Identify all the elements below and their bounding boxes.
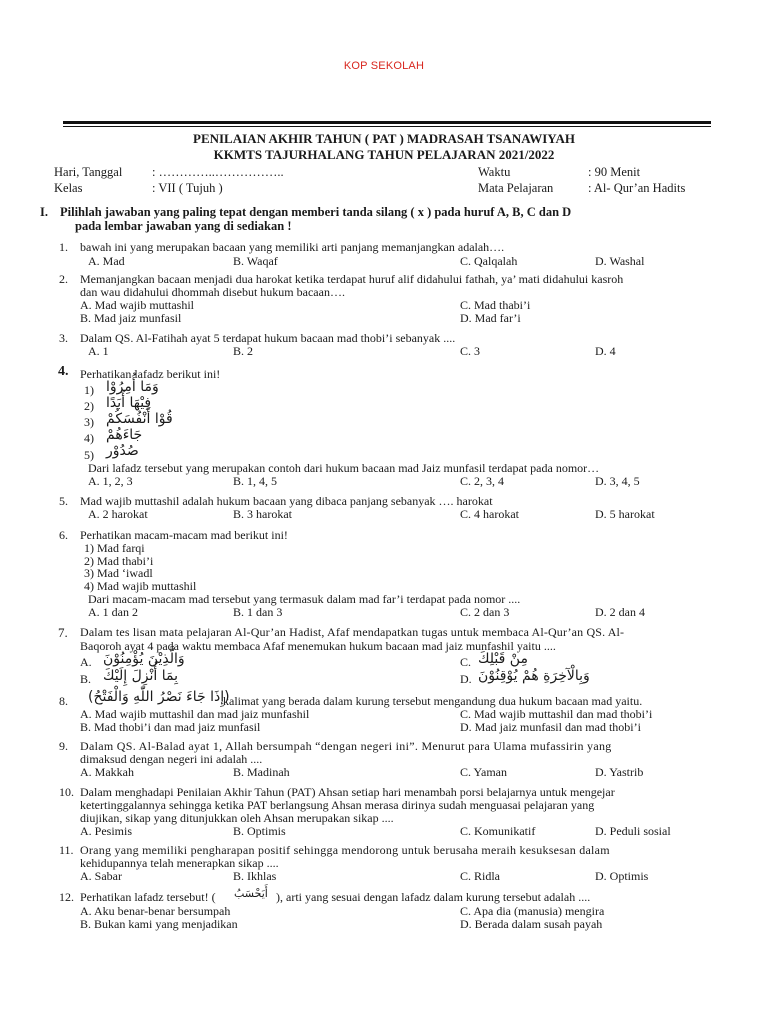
q9-number: 9. xyxy=(59,739,68,753)
q4-item1-arabic: وَمَا أُمِرُوْا xyxy=(106,379,159,395)
info-hari-value: : …………..…………….. xyxy=(152,165,284,179)
q10-option-d: D. Peduli sosial xyxy=(595,824,671,838)
q2-option-c: C. Mad thabi’i xyxy=(460,298,531,312)
q1-option-c: C. Qalqalah xyxy=(460,254,518,268)
exam-subtitle: KKMTS TAJURHALANG TAHUN PELAJARAN 2021/2022 xyxy=(213,147,555,162)
q6-item1: 1) Mad farqi xyxy=(84,541,145,555)
q7-option-a-arabic: وَالَّذِيْنَ يُؤْمِنُوْنَ xyxy=(103,651,185,667)
q7-option-c-label: C. xyxy=(460,655,472,669)
q8-option-b: B. Mad thobi’i dan mad jaiz munfasil xyxy=(80,720,261,734)
q10-text-line1: Dalam menghadapi Penilaian Akhir Tahun (PAT) Ahsan setiap hari menambah porsi belajarnya untuk mengejar xyxy=(80,785,615,799)
q10-text-line2: ketertinggalannya sehingga ketika PAT berlangsung Ahsan merasa dirinya sudah menguasai pelajaran yang xyxy=(80,798,595,812)
q9-text-line1: Dalam QS. Al-Balad ayat 1, Allah bersumpah “dengan negeri ini”. Menurut para Ulama mufassirin yang xyxy=(80,739,612,753)
q9-option-c: C. Yaman xyxy=(460,765,508,779)
q7-text-line1: Dalam tes lisan mata pelajaran Al-Qur’an Hadist, Afaf mendapatkan tugas untuk membaca Al-Qur’an QS. Al- xyxy=(80,625,625,639)
q11-number: 11. xyxy=(59,843,74,857)
q12-option-c: C. Apa dia (manusia) mengira xyxy=(460,904,605,918)
q5-option-d: D. 5 harokat xyxy=(595,507,655,521)
q5-number: 5. xyxy=(59,494,68,508)
q11-option-d: D. Optimis xyxy=(595,869,649,883)
q7-option-a-label: A. xyxy=(80,655,92,669)
q8-text: kalimat yang berada dalam kurung tersebut mengandung dua hukum bacaan mad yaitu. xyxy=(223,694,643,708)
info-hari-label: Hari, Tanggal xyxy=(54,165,123,179)
q9-option-a: A. Makkah xyxy=(80,765,134,779)
q11-text-line1: Orang yang memiliki pengharapan positif sehingga mendorong untuk berusaha meraih kesuksesan dalam xyxy=(80,843,610,857)
info-mapel-value: : Al- Qur’an Hadits xyxy=(588,181,686,195)
q7-option-b-arabic: بِمَا أُنْزِلَ إِلَيْكَ xyxy=(103,668,179,684)
q4-item4-arabic: جَاءَهُمْ xyxy=(106,427,143,443)
q7-text-line2: Baqoroh ayat 4 pada waktu membaca Afaf menemukan hukum bacaan mad jaiz munfashil yaitu .... xyxy=(80,639,556,653)
q7-option-b-label: B. xyxy=(80,672,92,686)
q4-item3-arabic: قُوْا أَنْفُسَكُمْ xyxy=(106,411,173,427)
q11-option-c: C. Ridla xyxy=(460,869,501,883)
q3-option-b: B. 2 xyxy=(233,344,254,358)
q12-text-prefix: Perhatikan lafadz tersebut! ( xyxy=(80,890,216,904)
q6-item4: 4) Mad wajib muttashil xyxy=(84,579,197,593)
q7-option-c-arabic: مِنْ قَبْلِكَ xyxy=(478,651,528,667)
q7-option-d-arabic: وَبِالْآخِرَةِ هُمْ يُوْقِنُوْنَ xyxy=(478,668,590,684)
q1-option-d: D. Washal xyxy=(595,254,645,268)
info-kelas-label: Kelas xyxy=(54,181,83,195)
kop-sekolah: KOP SEKOLAH xyxy=(343,60,425,72)
q4-number: 4. xyxy=(58,364,69,379)
q1-number: 1. xyxy=(59,240,68,254)
header-rule-thick xyxy=(63,121,711,124)
q4-option-b: B. 1, 4, 5 xyxy=(233,474,278,488)
q12-text-suffix: ), arti yang sesuai dengan lafadz dalam kurung tersebut adalah .... xyxy=(276,890,591,904)
q6-option-a: A. 1 dan 2 xyxy=(88,605,138,619)
q5-text: Mad wajib muttashil adalah hukum bacaan yang dibaca panjang sebanyak …. harokat xyxy=(80,494,493,508)
q2-text-line2: dan wau didahului dhommah disebut hukum bacaan…. xyxy=(80,285,345,299)
q4-item3-number: 3) xyxy=(84,415,94,429)
q7-option-d-label: D. xyxy=(460,672,472,686)
q11-text-line2: kehidupannya telah menerapkan sikap .... xyxy=(80,856,279,870)
q6-item2: 2) Mad thabi’i xyxy=(84,554,154,568)
q8-number: 8. xyxy=(59,694,68,708)
q3-number: 3. xyxy=(59,331,68,345)
q4-option-c: C. 2, 3, 4 xyxy=(460,474,505,488)
q9-option-b: B. Madinah xyxy=(233,765,290,779)
q9-text-line2: dimaksud dengan negeri ini adalah .... xyxy=(80,752,263,766)
q3-option-a: A. 1 xyxy=(88,344,109,358)
q3-option-c: C. 3 xyxy=(460,344,481,358)
q12-option-d: D. Berada dalam susah payah xyxy=(460,917,603,931)
info-waktu-value: : 90 Menit xyxy=(588,165,641,179)
q11-option-b: B. Ikhlas xyxy=(233,869,277,883)
q5-option-b: B. 3 harokat xyxy=(233,507,292,521)
q3-option-d: D. 4 xyxy=(595,344,616,358)
q8-arabic: (إِذَا جَاءَ نَصْرُ اللّٰهِ وَالْفَتْحُ) xyxy=(88,689,230,705)
q6-number: 6. xyxy=(59,528,68,542)
q9-option-d: D. Yastrib xyxy=(595,765,644,779)
q10-text-line3: diujikan, sikap yang ditunjukkan oleh Ahsan merupakan sikap .... xyxy=(80,811,394,825)
q4-item5-arabic: صُدُوْر xyxy=(106,443,139,459)
q4-item5-number: 5) xyxy=(84,448,94,462)
q4-item1-number: 1) xyxy=(84,383,94,397)
q6-stem: Dari macam-macam mad tersebut yang termasuk dalam mad far’i terdapat pada nomor .... xyxy=(88,592,521,606)
q12-arabic: أَيَحْسَبُ xyxy=(234,887,268,900)
q5-option-a: A. 2 harokat xyxy=(88,507,148,521)
q12-number: 12. xyxy=(59,890,74,904)
q6-option-b: B. 1 dan 3 xyxy=(233,605,283,619)
section-instruction-line2: pada lembar jawaban yang di sediakan ! xyxy=(75,219,292,233)
q12-option-b: B. Bukan kami yang menjadikan xyxy=(80,917,238,931)
q6-text: Perhatikan macam-macam mad berikut ini! xyxy=(80,528,288,542)
q4-item2-arabic: فِيْهَا أَبَدًا xyxy=(106,395,152,411)
q12-option-a: A. Aku benar-benar bersumpah xyxy=(80,904,231,918)
q5-option-c: C. 4 harokat xyxy=(460,507,519,521)
q2-text-line1: Memanjangkan bacaan menjadi dua harokat ketika terdapat huruf alif didahului fathah, ya’ mati didahului kasroh xyxy=(80,272,624,286)
header-rule-thin xyxy=(63,126,711,127)
q4-text: Perhatikan lafadz berikut ini! xyxy=(80,367,221,381)
q6-option-c: C. 2 dan 3 xyxy=(460,605,510,619)
q10-option-a: A. Pesimis xyxy=(80,824,133,838)
info-kelas-value: : VII ( Tujuh ) xyxy=(152,181,223,195)
q7-number: 7. xyxy=(58,625,68,640)
q6-option-d: D. 2 dan 4 xyxy=(595,605,645,619)
info-mapel-label: Mata Pelajaran xyxy=(478,181,554,195)
q4-option-a: A. 1, 2, 3 xyxy=(88,474,133,488)
q4-stem: Dari lafadz tersebut yang merupakan contoh dari hukum bacaan mad Jaiz munfasil terdapat pada nomor… xyxy=(88,461,600,475)
q10-number: 10. xyxy=(59,785,74,799)
q4-item2-number: 2) xyxy=(84,399,94,413)
q6-item3: 3) Mad ‘iwadl xyxy=(84,566,153,580)
q8-option-d: D. Mad jaiz munfasil dan mad thobi’i xyxy=(460,720,641,734)
q4-item4-number: 4) xyxy=(84,431,94,445)
q1-text: bawah ini yang merupakan bacaan yang memiliki arti panjang memanjangkan adalah…. xyxy=(80,240,505,254)
q4-option-d: D. 3, 4, 5 xyxy=(595,474,640,488)
exam-title: PENILAIAN AKHIR TAHUN ( PAT ) MADRASAH TSANAWIYAH xyxy=(193,131,575,146)
q10-option-c: C. Komunikatif xyxy=(460,824,536,838)
q11-option-a: A. Sabar xyxy=(80,869,122,883)
section-number: I. xyxy=(40,205,48,219)
q8-option-c: C. Mad wajib muttashil dan mad thobi’i xyxy=(460,707,653,721)
q1-option-b: B. Waqaf xyxy=(233,254,278,268)
info-waktu-label: Waktu xyxy=(478,165,511,179)
q8-option-a: A. Mad wajib muttashil dan mad jaiz munfashil xyxy=(80,707,310,721)
q2-option-d: D. Mad far’i xyxy=(460,311,521,325)
q3-text: Dalam QS. Al-Fatihah ayat 5 terdapat hukum bacaan mad thobi’i sebanyak .... xyxy=(80,331,456,345)
q2-option-a: A. Mad wajib muttashil xyxy=(80,298,194,312)
q2-number: 2. xyxy=(59,272,68,286)
q1-option-a: A. Mad xyxy=(88,254,125,268)
section-instruction-line1: Pilihlah jawaban yang paling tepat dengan memberi tanda silang ( x ) pada huruf A, B, C dan D xyxy=(60,205,572,219)
q10-option-b: B. Optimis xyxy=(233,824,286,838)
q2-option-b: B. Mad jaiz munfasil xyxy=(80,311,182,325)
